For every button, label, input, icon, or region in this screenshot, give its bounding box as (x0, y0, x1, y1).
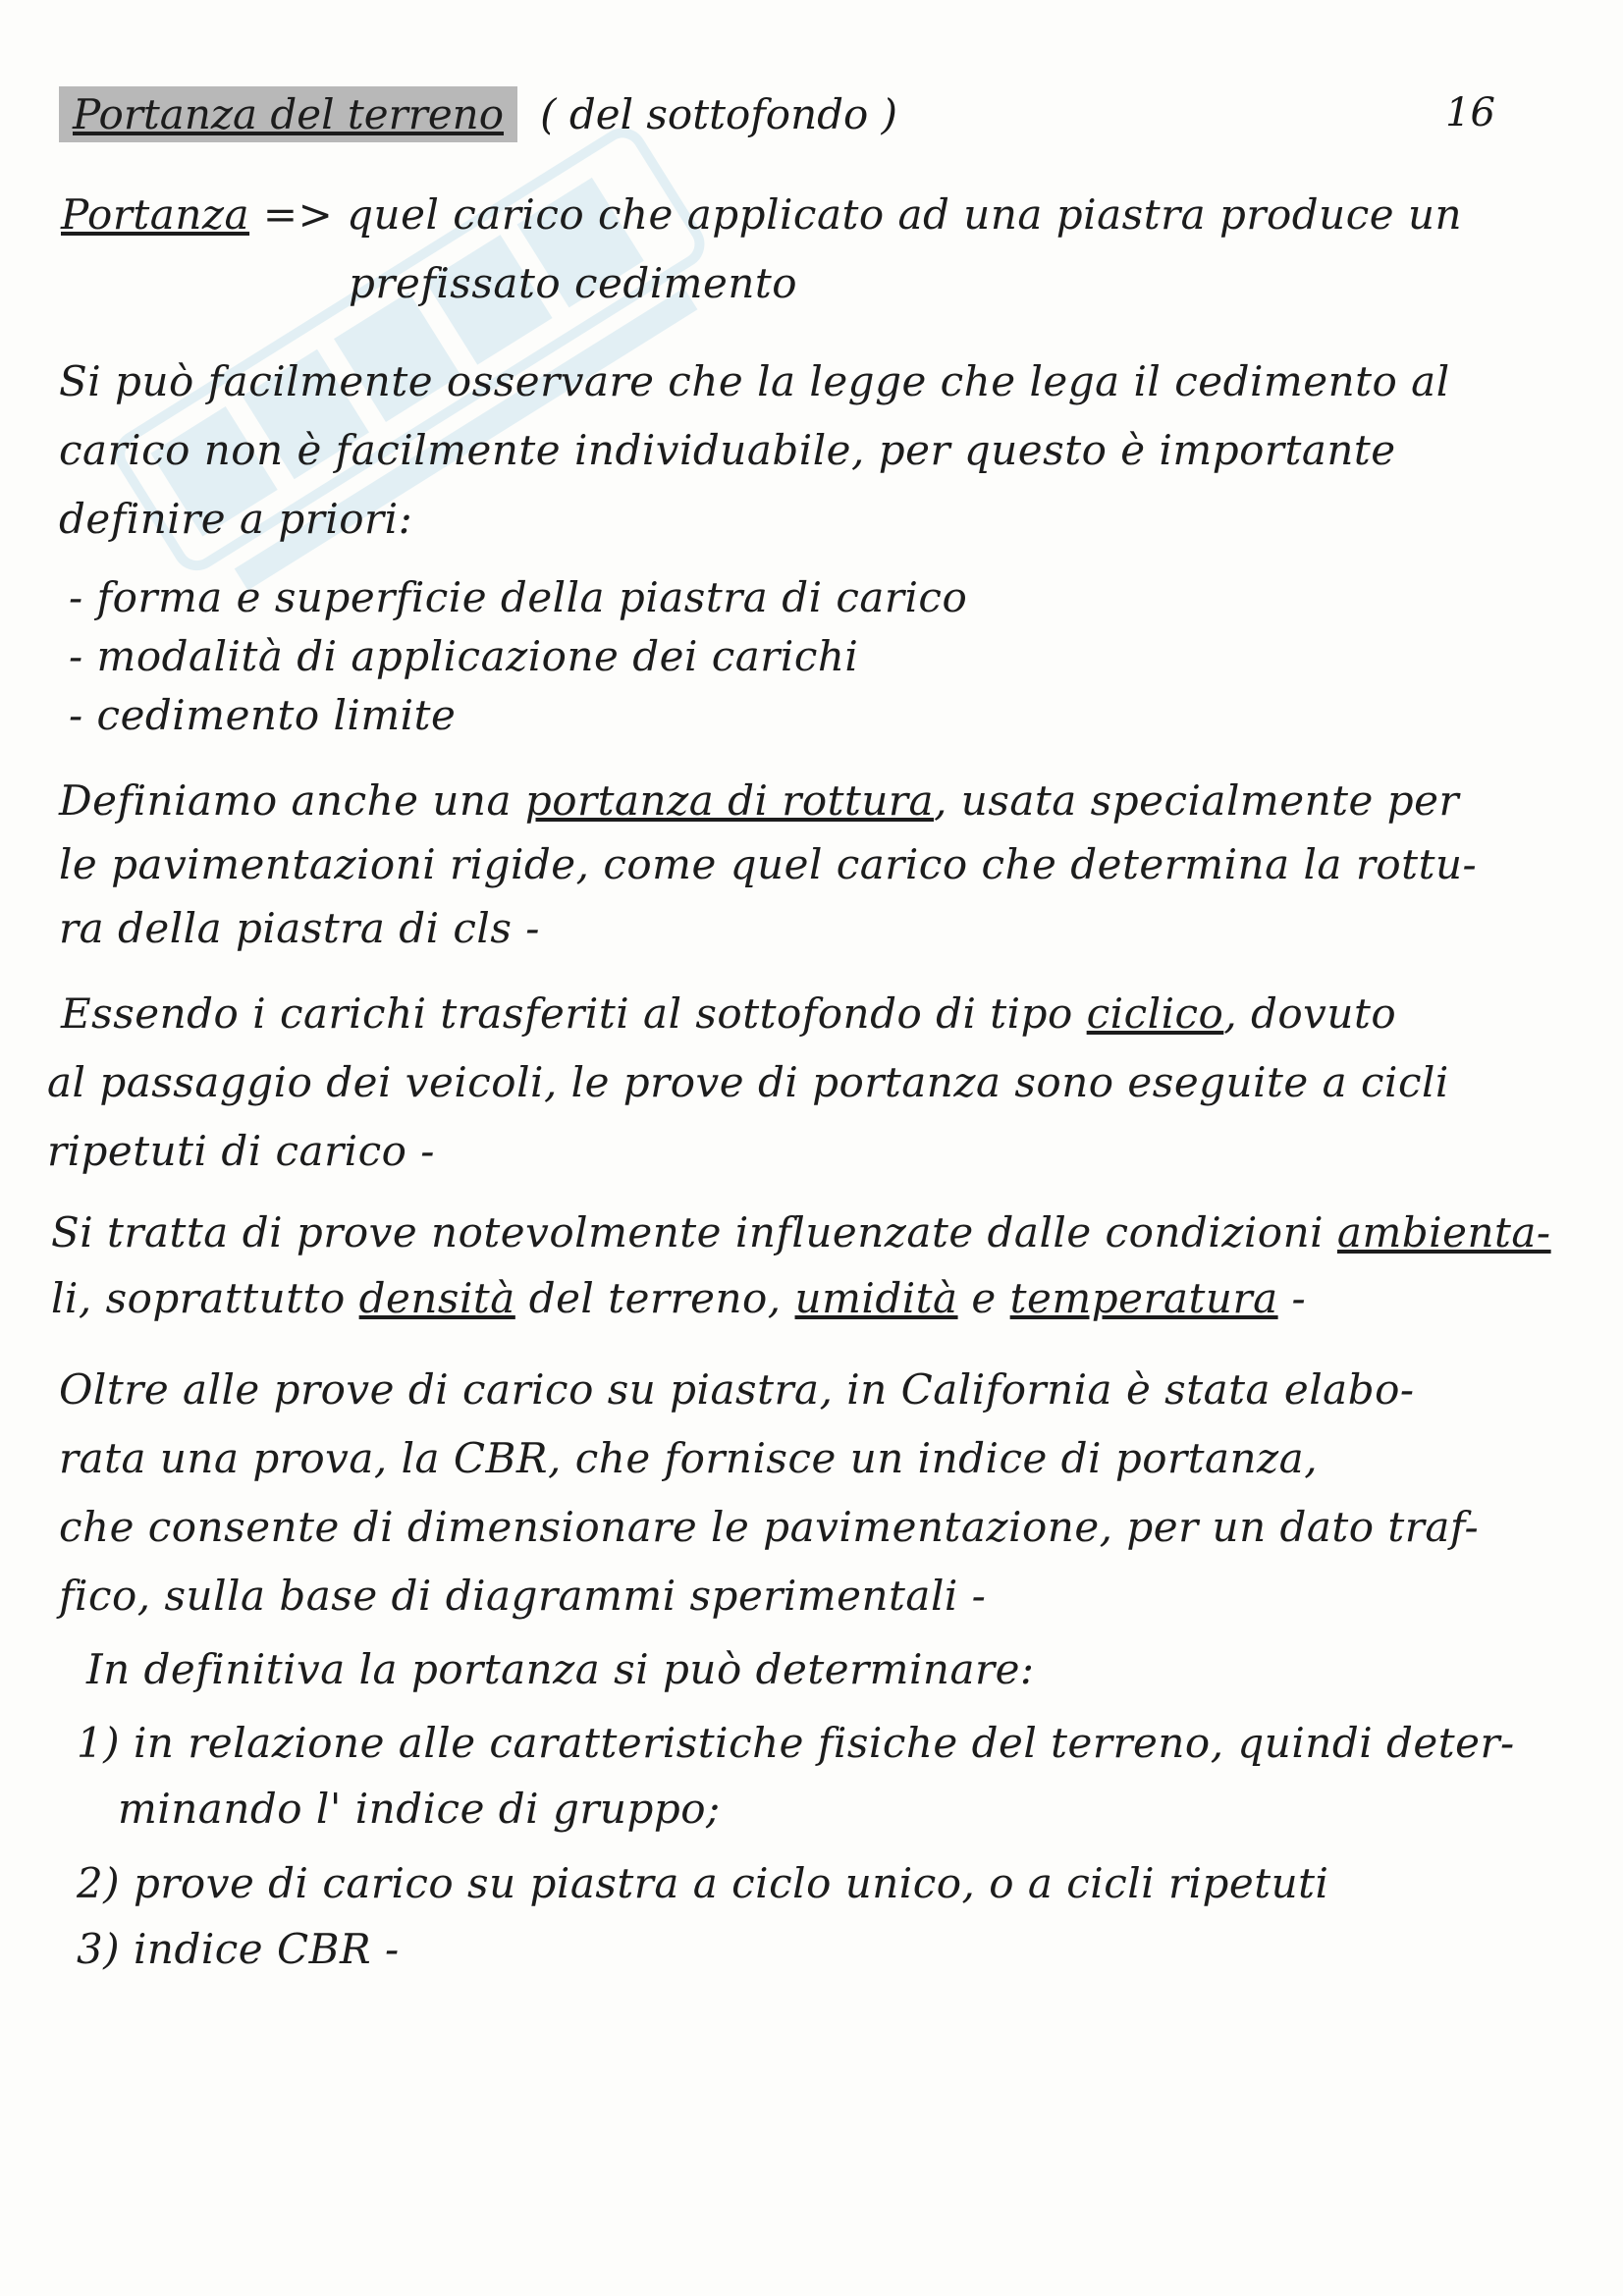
list2-item-2-text: prove di carico su piastra a ciclo unico, o a cicli ripetuti (133, 1859, 1329, 1907)
page-subtitle: ( del sottofondo ) (540, 90, 898, 138)
para4-text-b: li, soprattutto (51, 1274, 346, 1322)
para5-line-2: rata una prova, la CBR, che fornisce un indice di portanza, (59, 1434, 1319, 1482)
para2-text-a: Definiamo anche una (59, 776, 512, 825)
list2-item-2-number: 2) (77, 1859, 121, 1907)
definition-text-1: quel carico che applicato ad una piastra produce un (347, 190, 1463, 239)
para4-term-temperature: temperatura (1009, 1274, 1278, 1322)
para1-line-1: Si può facilmente osservare che la legge che lega il cedimento al (59, 357, 1450, 405)
para3-line-1 (61, 989, 1397, 1038)
page-number: 16 (1445, 90, 1495, 135)
para2-line-3: ra della piastra di cls - (59, 904, 540, 952)
para2-line-1 (59, 776, 1460, 825)
list1-item-2: - modalità di applicazione dei carichi (69, 632, 859, 680)
para1-line-3: definire a priori: (59, 495, 413, 543)
list2-item-2 (77, 1859, 1329, 1907)
para2-text-b: , usata specialmente per (934, 776, 1460, 825)
list2-item-3-text: indice CBR - (133, 1925, 400, 1973)
list2-item-1-line-2: minando l' indice di gruppo; (118, 1785, 721, 1833)
list2-item-1-text: in relazione alle caratteristiche fisiche del terreno, quindi deter- (133, 1719, 1515, 1767)
list1-item-3: - cedimento limite (69, 691, 457, 739)
definition-term: Portanza (61, 190, 250, 239)
para3-line-2: al passaggio dei veicoli, le prove di portanza sono eseguite a cicli (47, 1058, 1449, 1106)
para5-line-1: Oltre alle prove di carico su piastra, in California è stata elabo- (59, 1365, 1415, 1414)
para5-line-4: fico, sulla base di diagrammi sperimentali - (59, 1572, 987, 1620)
para3-text-b: , dovuto (1223, 989, 1397, 1038)
page-title: Portanza del terreno (59, 86, 517, 142)
para1-line-2: carico non è facilmente individuabile, per questo è importante (59, 426, 1396, 474)
watermark-logo (29, 79, 798, 628)
para3-line-3: ripetuti di carico - (47, 1127, 435, 1175)
list2-item-3 (77, 1925, 400, 1973)
list2-item-3-number: 3) (77, 1925, 121, 1973)
definition-line-1 (61, 190, 1463, 239)
para4-text-a: Si tratta di prove notevolmente influenzate dalle condizioni (51, 1208, 1325, 1256)
para4-text-c: del terreno, (528, 1274, 782, 1322)
para4-text-e: - (1291, 1274, 1307, 1322)
arrow-icon: => (262, 190, 334, 239)
para3-term: ciclico (1086, 989, 1224, 1038)
para5-line-3: che consente di dimensionare le pavimentazione, per un dato traf- (59, 1503, 1480, 1551)
para4-text-d: e (971, 1274, 997, 1322)
para4-line-2 (51, 1274, 1307, 1322)
para4-term-density: densità (358, 1274, 515, 1322)
para4-term: ambienta- (1336, 1208, 1551, 1256)
list2-item-1-line-1 (77, 1719, 1515, 1767)
page-title-row (59, 86, 897, 145)
para2-term: portanza di rottura (524, 776, 935, 825)
para4-term-humidity: umidità (794, 1274, 958, 1322)
para4-line-1 (51, 1208, 1551, 1256)
para6-line-1: In definitiva la portanza si può determinare: (86, 1645, 1035, 1693)
list1-item-1: - forma e superficie della piastra di carico (69, 573, 968, 621)
para2-line-2: le pavimentazioni rigide, come quel carico che determina la rottu- (59, 840, 1478, 888)
list2-item-1-number: 1) (77, 1719, 121, 1767)
definition-line-2: prefissato cedimento (349, 259, 798, 307)
para3-text-a: Essendo i carichi trasferiti al sottofondo di tipo (61, 989, 1073, 1038)
